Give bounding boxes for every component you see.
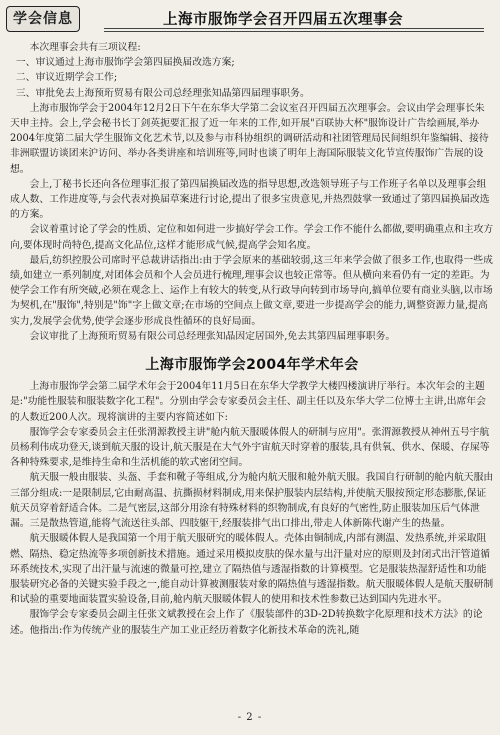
article-body: [10, 40, 494, 638]
article-2-paragraph: 航天服一般由服装、头盔、手套和靴子等组成,分为舱内航天服和舱外航天服。我国自行研制的舱内航天服由三部分组成:一是限制层,它由耐高温、抗撕损材料制成,用来保护服装内层结构,并使航天服按预定形态膨胀,保证航天员穿着舒适合体。二是气密层,这部分用涂有特殊材料的织物制成,有良好的气密性,防止服装加压后气体泄漏。三是散热管道,能将气流送往头部、四肢躯干,经服装排气出口排出,带走人体新陈代谢产生的热量。: [10, 472, 494, 530]
article-1-paragraph: 会上,丁秘书长还向各位理事汇报了第四届换届改选的指导思想,改选领导班子与工作班子名单以及理事会组成人数、工作进度等,与会代表对换届草案进行讨论,提出了很多宝贵意见,并热烈鼓掌一致通过了第四届换届改选的方案。: [10, 178, 490, 221]
section-badge: 学会信息: [6, 6, 80, 32]
article-2-paragraph: 航天服暖体假人是我国第一个用于航天服研究的暖体假人。壳体由铜制成,内部有测温、发热系统,并采取阻燃、隔热、稳定热流等多项创新技术措施。通过采用模拟皮肤的保水量与出汗量对应的原则及封闭式出汗管道循环系统技术,实现了出汗量与流速的微量可控,建立了隔热值与透湿指数的计算模型。它是服装热湿舒适性和功能服装研究必备的关键实验手段之一,能自动计算被测服装对象的隔热值与透湿指数。航天服暖体假人是航天服研制和试验的重要地面装置实验设备,目前,舱内航天服暖体假人的使用和技术性参数已达到国内先进水平。: [10, 533, 494, 606]
article-2-paragraph: 服饰学会专家委员会主任张渭源教授主讲"舱内航天服暖体假人的研制与应用"。张渭源教授从神州五号宇航员杨利伟成功登天,谈到航天服的设计,航天服是在大气外宇宙航天时穿着的服装,具有供氧、供水、保暖、存屎等各种特殊要求,是维持生命和生活机能的软式密闭空间。: [10, 426, 490, 469]
page-number: - 2 -: [237, 712, 263, 723]
title-rule-bottom: [104, 31, 484, 32]
article-1-intro: 本次理事会共有三项议程:: [29, 42, 141, 53]
title-rule-top: [104, 28, 484, 29]
article-2-paragraph: 上海市服饰学会第二届学术年会于2004年11月5日在东华大学教学大楼四楼演讲厅举行。本次年会的主题是:"功能性服装和服装数字化工程"。分别由学会专家委员会主任、副主任以及东华大学二位博士主讲,出席年会的人数近200人次。现将演讲的主要内容简述如下:: [10, 381, 486, 423]
article-1-paragraph: 最后,纺织控股公司席时平总裁讲话指出:由于学会原来的基础较弱,这三年来学会做了很多工作,也取得一些成绩,如建立一系列制度,对团体会员和个人会员进行梳理,理事会议也较正常等。但从横向来看仍有一定的差距。为使学会工作有所突破,必须在观念上、运作上有较大的转变,从行政导向转到市场导向,搞单位要有商业头脑,以市场为契机,在"服饰",特别是"饰"字上做文章;在市场的空间点上做文章,要进一步提高学会的能力,调整资源力量,提高实力,发展学会优势,使学会逐步形成良性循环的良好局面。: [10, 254, 493, 327]
article-2-paragraph: 服饰学会专家委员会副主任张文斌教授在会上作了《服装部件的3D-2D转换数字化原理和技术方法》的论述。他指出:作为传统产业的服装生产加工业正经历着数字化新技术革命的洗礼,随: [10, 609, 483, 636]
article-1-paragraph: 会议审批了上海预珩贸易有限公司总经理张知晶因定居国外,免去其第四届理事职务。: [29, 330, 396, 342]
article-1-paragraph: 会议着重讨论了学会的性质、定位和如何进一步搞好学会工作。学会工作不能什么都做,要明确重点和主攻方向,要体现时尚特色,提高文化品位,这样才能形成气候,提高学会知名度。: [10, 224, 494, 251]
agenda-item: 三、审批免去上海预珩贸易有限公司总经理张知晶第四届理事职务。: [15, 87, 310, 99]
agenda-item: 二、审议近期学会工作;: [15, 72, 118, 84]
article-1-paragraph: 上海市服饰学会于2004年12月2日下午在东华大学第二会议室召开四届五次理事会。会议由学会理事长朱天申主持。会上,学会秘书长丁剑英扼要汇报了近一年来的工作,如开展"百联协大杯"服饰设计广告绘画展,举办2004年度第二届大学生服饰文化艺术节,以及参与市科协组织的调研活动和社团管理局民间组织年鉴编辑、接待非洲联盟访谈团来沪访问、举办各类讲座和培训班等,同时也谈了明年上海国际服装文化节宣传服饰广告展的设想。: [10, 102, 489, 175]
article-2-title: 上海市服饰学会2004年学术年会: [145, 357, 359, 374]
agenda-item: 一、审议通过上海市服饰学会第四届换届改选方案;: [15, 57, 235, 69]
article-1-title: 上海市服饰学会召开四届五次理事会: [163, 12, 403, 28]
